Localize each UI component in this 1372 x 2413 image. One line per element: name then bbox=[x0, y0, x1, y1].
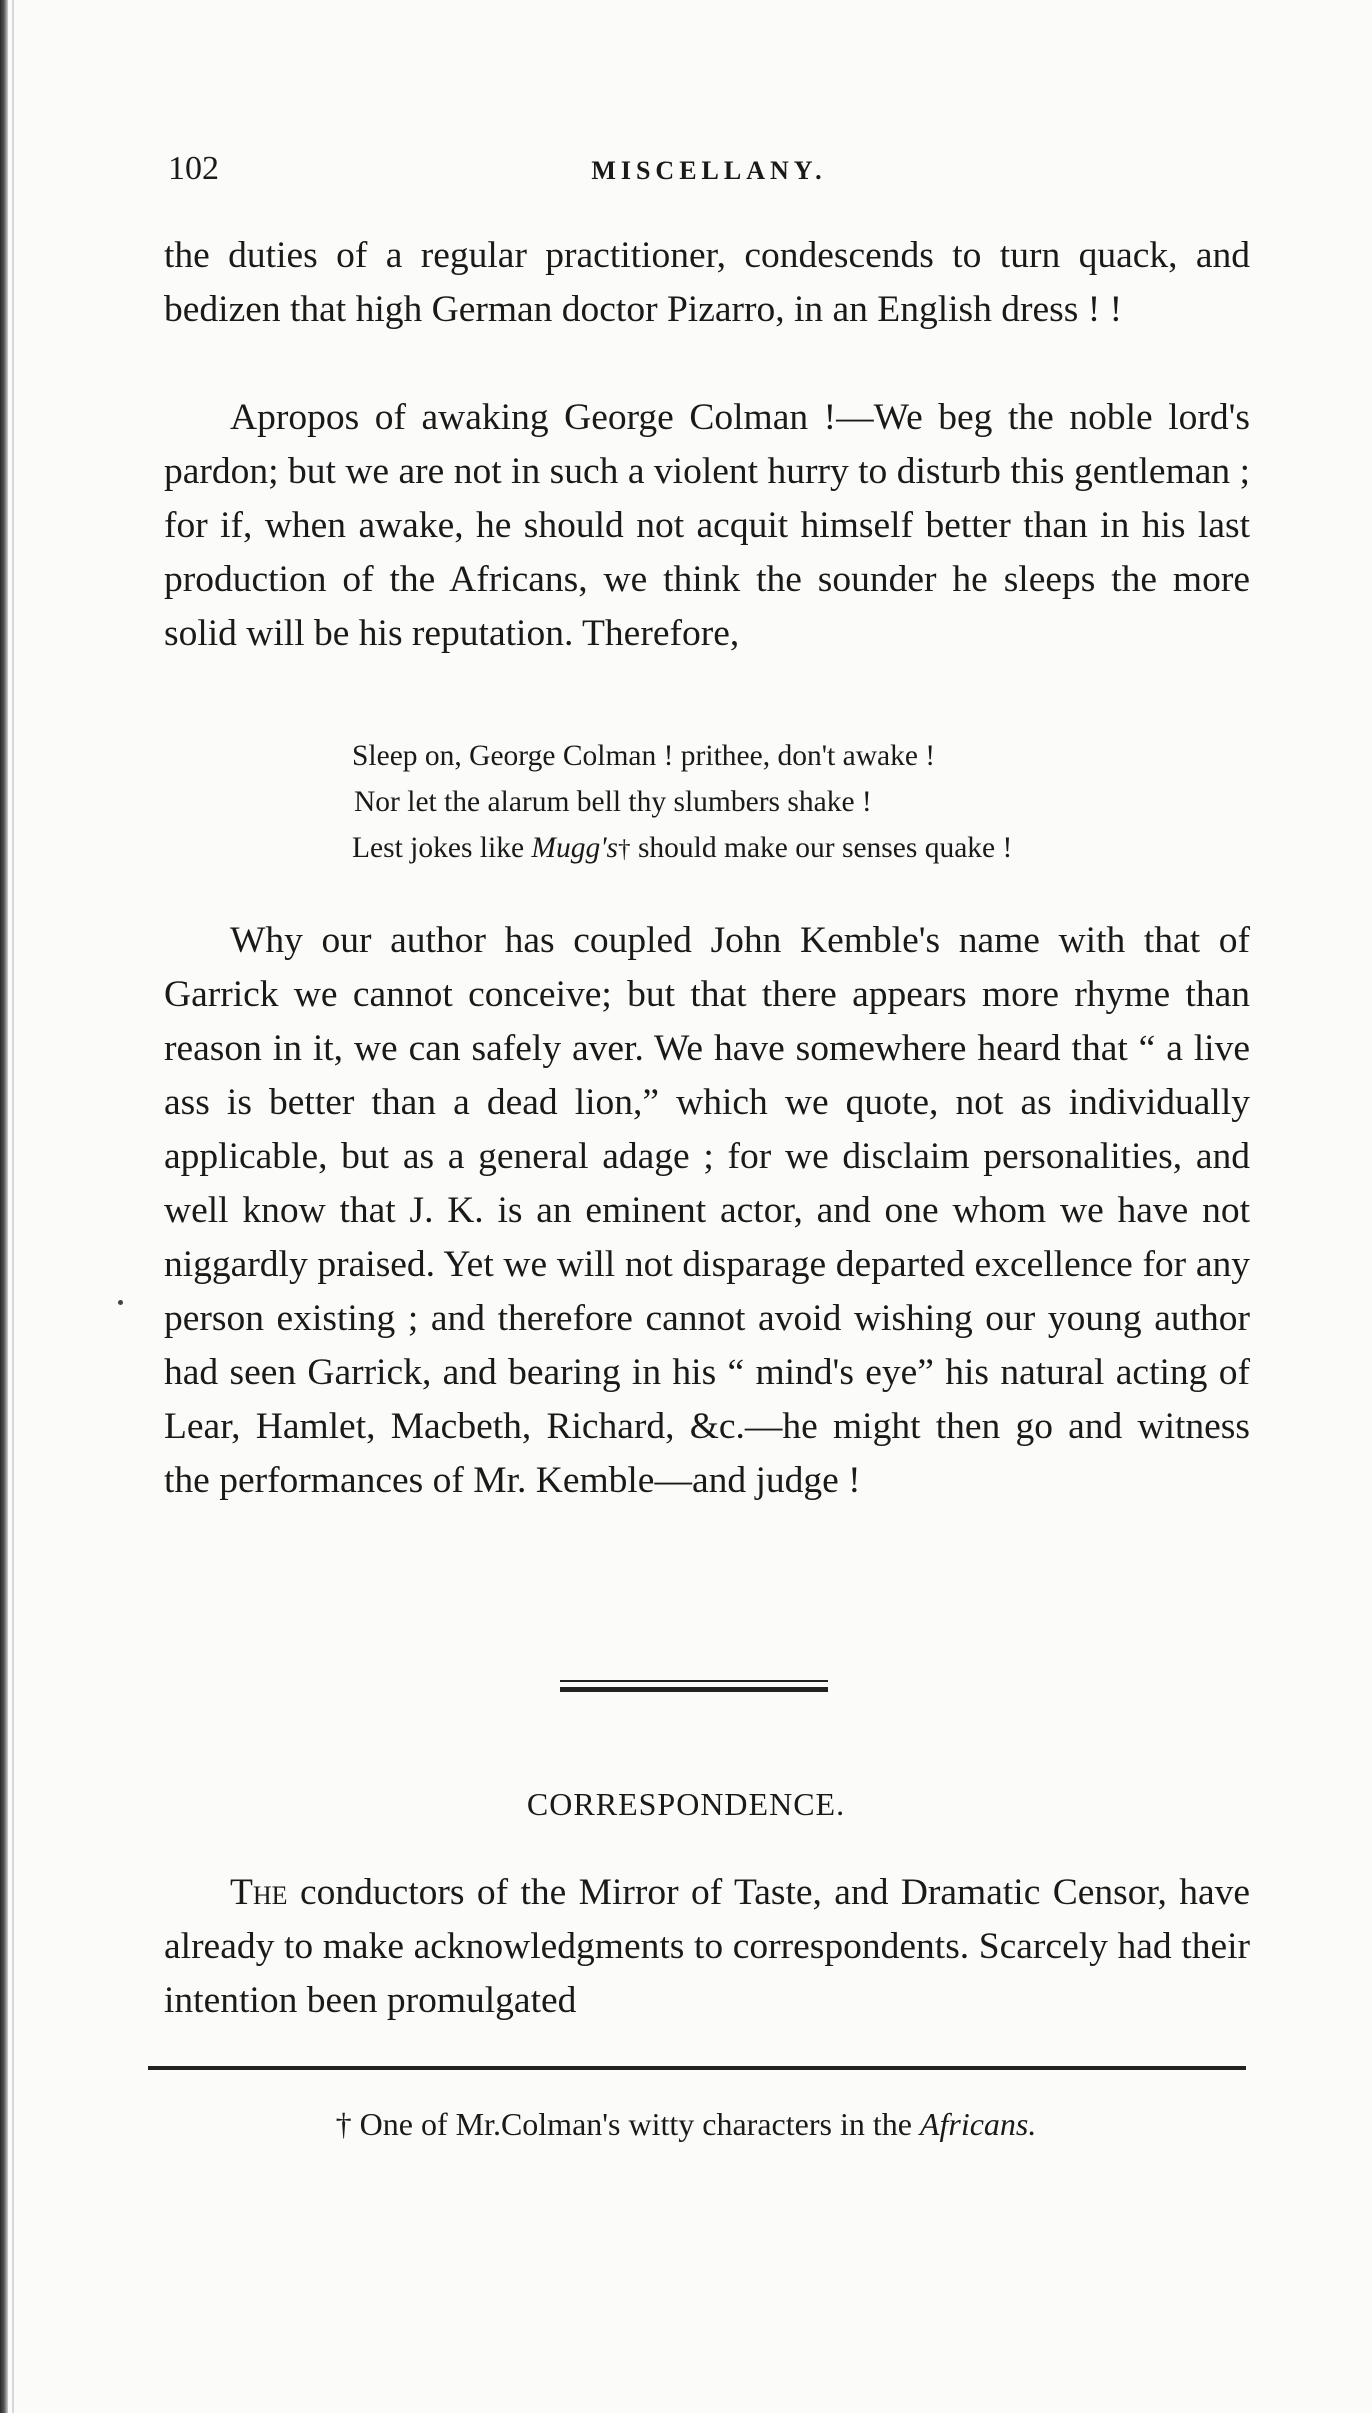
page-header bbox=[168, 150, 1250, 190]
paragraph-3: Why our author has coupled John Kemble's name with that of Garrick we cannot conceive; but that there appears more rhyme than reason in it, we can safely aver. We have somewhere heard that “ a live ass is better than a dead lion,” which we quote, not as individually applicable, but as a general adage ; for we disclaim personalities, and well know that J. K. is an eminent actor, and one whom we have not niggardly praised. Yet we will not disparage departed excellence for any person existing ; and therefore cannot avoid wishing our young author had seen Garrick, and bearing in his “ mind's eye” his natural acting of Lear, Hamlet, Macbeth, Richard, &c.—he might then go and witness the performances of Mr. Kemble—and judge ! bbox=[164, 920, 1250, 1501]
divider-line bbox=[560, 1680, 828, 1682]
correspondence-body: conductors of the Mirror of Taste, and Dramatic Censor, have already to make acknowledgments to correspondents. Scarcely had their intention been promulgated bbox=[164, 1872, 1250, 2021]
verse-line-3-end: should make our senses quake ! bbox=[630, 832, 1013, 864]
paragraph-2: Apropos of awaking George Colman !—We beg the noble lord's pardon; but we are not in such a violent hurry to disturb this gentleman ; for if, when awake, he should not acquit himself better than in his last production of the Africans, we think the sounder he sleeps the more solid will be his reputation. Therefore, bbox=[164, 397, 1250, 654]
lead-word: The bbox=[230, 1872, 288, 1913]
footnote bbox=[0, 2106, 1372, 2143]
footnote-italic: Africans. bbox=[919, 2106, 1037, 2142]
verse-line-2: Nor let the alarum bell thy slumbers shake ! bbox=[354, 786, 872, 818]
verse-line-3 bbox=[352, 825, 1252, 873]
verse-line-1: Sleep on, George Colman ! prithee, don't awake ! bbox=[352, 740, 936, 772]
verse-line-3-start: Lest jokes like bbox=[352, 832, 532, 864]
paragraph-1: the duties of a regular practitioner, condescends to turn quack, and bedizen that high German doctor Pizarro, in an English dress ! ! bbox=[164, 235, 1250, 330]
verse-quote bbox=[352, 733, 1252, 873]
correspondence-paragraph bbox=[164, 1866, 1250, 2028]
page-number: 102 bbox=[168, 150, 219, 187]
footnote-text: One of Mr.Colman's witty characters in the bbox=[351, 2106, 920, 2142]
print-speck bbox=[118, 1300, 123, 1305]
section-divider bbox=[560, 1680, 828, 1697]
footnote-mark[interactable]: † bbox=[618, 836, 631, 863]
footnote-rule bbox=[148, 2066, 1246, 2070]
verse-italic-name: Mugg's bbox=[531, 832, 619, 864]
footnote-symbol: † bbox=[335, 2106, 352, 2142]
page-edge-shadow bbox=[12, 0, 14, 2413]
page-edge bbox=[0, 0, 8, 2413]
section-heading: CORRESPONDENCE. bbox=[526, 1786, 846, 1822]
divider-line bbox=[560, 1687, 828, 1692]
running-head: MISCELLANY. bbox=[591, 156, 827, 185]
